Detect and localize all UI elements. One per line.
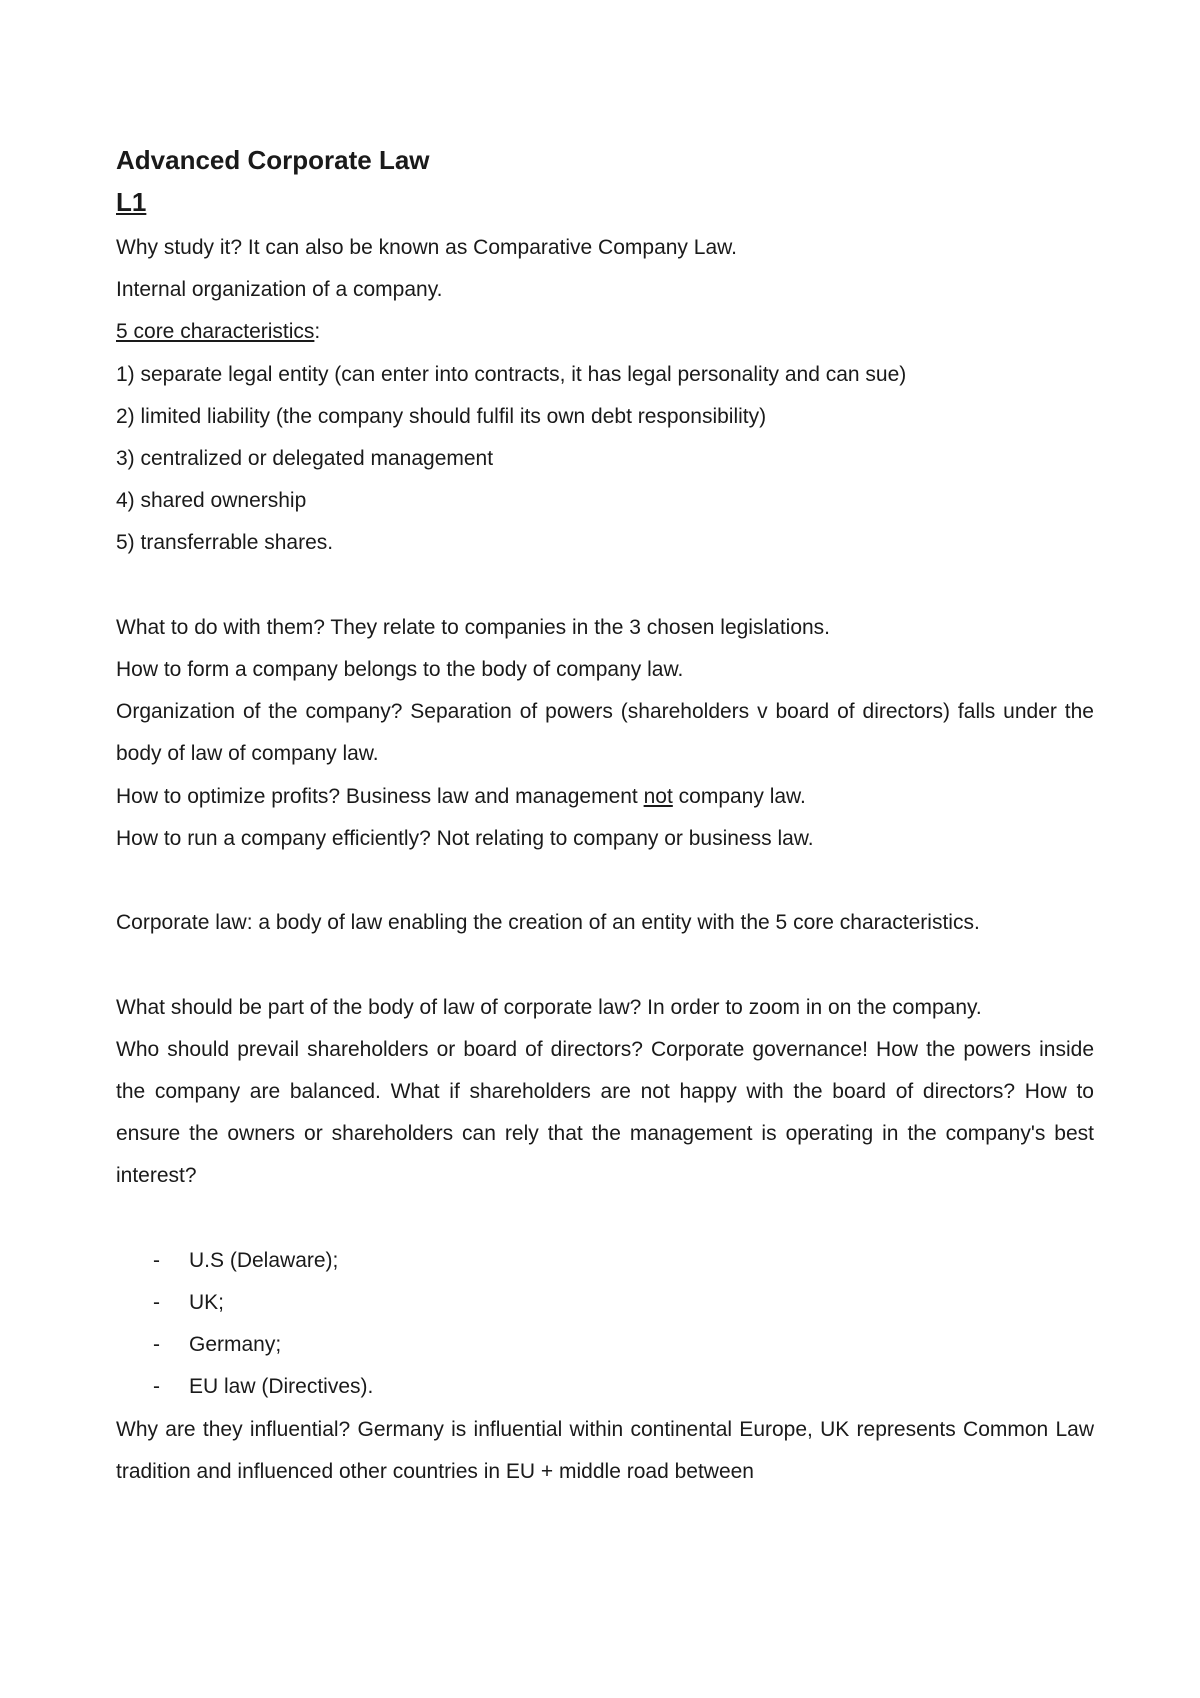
core-item: 2) limited liability (the company should fulfil its own debt responsibility) xyxy=(116,404,767,428)
question-line: How to form a company belongs to the body of company law. xyxy=(116,658,684,682)
spacer xyxy=(116,1198,1094,1240)
dash-bullet: - xyxy=(153,1333,160,1357)
definition-paragraph: Corporate law: a body of law enabling the creation of an entity with the 5 core characteristics. xyxy=(116,911,980,935)
question-text: How to optimize profits? Business law and management xyxy=(116,784,644,808)
question-line: What to do with them? They relate to companies in the 3 chosen legislations. xyxy=(116,615,831,639)
core-heading-colon: : xyxy=(314,320,321,344)
question-paragraph: What should be part of the body of law of corporate law? In order to zoom in on the company. xyxy=(116,995,982,1019)
core-characteristics-heading xyxy=(116,311,1094,353)
intro-line: Internal organization of a company. xyxy=(116,278,443,302)
dash-bullet: - xyxy=(153,1248,160,1272)
document-title: Advanced Corporate Law xyxy=(116,145,430,175)
intro-line: Why study it? It can also be known as Comparative Company Law. xyxy=(116,236,737,259)
core-item: 3) centralized or delegated management xyxy=(116,447,494,471)
dash-bullet: - xyxy=(153,1375,160,1399)
closing-paragraph: Why are they influential? Germany is influential within continental Europe, UK represents Common Law tradition and influenced other countries in EU + middle road between xyxy=(116,1417,1094,1483)
list-item-text: U.S (Delaware); xyxy=(189,1248,339,1272)
dash-bullet: - xyxy=(153,1291,160,1315)
spacer xyxy=(116,944,1094,986)
core-item: 4) shared ownership xyxy=(116,489,307,513)
list-item-text: Germany; xyxy=(189,1333,282,1357)
question-line: How to run a company efficiently? Not relating to company or business law. xyxy=(116,826,814,850)
question-paragraph: Organization of the company? Separation of powers (shareholders v board of directors) falls under the body of law of company law. xyxy=(116,700,1094,766)
core-item: 1) separate legal entity (can enter into contracts, it has legal personality and can sue) xyxy=(116,362,907,386)
spacer xyxy=(116,860,1094,902)
core-item: 5) transferrable shares. xyxy=(116,531,334,555)
lecture-heading: L1 xyxy=(116,187,147,217)
list-item xyxy=(116,1240,1094,1282)
question-line xyxy=(116,776,1094,818)
governance-paragraph: Who should prevail shareholders or board of directors? Corporate governance! How the powers inside the company are balanced. What if shareholders are not happy with the board of directors? How to ensure the owners or shareholders can rely that the management is operating in the company's best interest? xyxy=(116,1037,1094,1188)
core-heading-text: 5 core characteristics xyxy=(116,320,315,344)
jurisdiction-list xyxy=(116,1240,1094,1409)
question-text: company law. xyxy=(672,784,806,808)
list-item xyxy=(116,1282,1094,1324)
list-item xyxy=(116,1324,1094,1366)
spacer xyxy=(116,565,1094,607)
document-page xyxy=(116,142,1094,1493)
list-item xyxy=(116,1366,1094,1408)
emphasis-not: not xyxy=(643,784,673,808)
list-item-text: UK; xyxy=(189,1291,225,1315)
list-item-text: EU law (Directives). xyxy=(189,1375,374,1399)
